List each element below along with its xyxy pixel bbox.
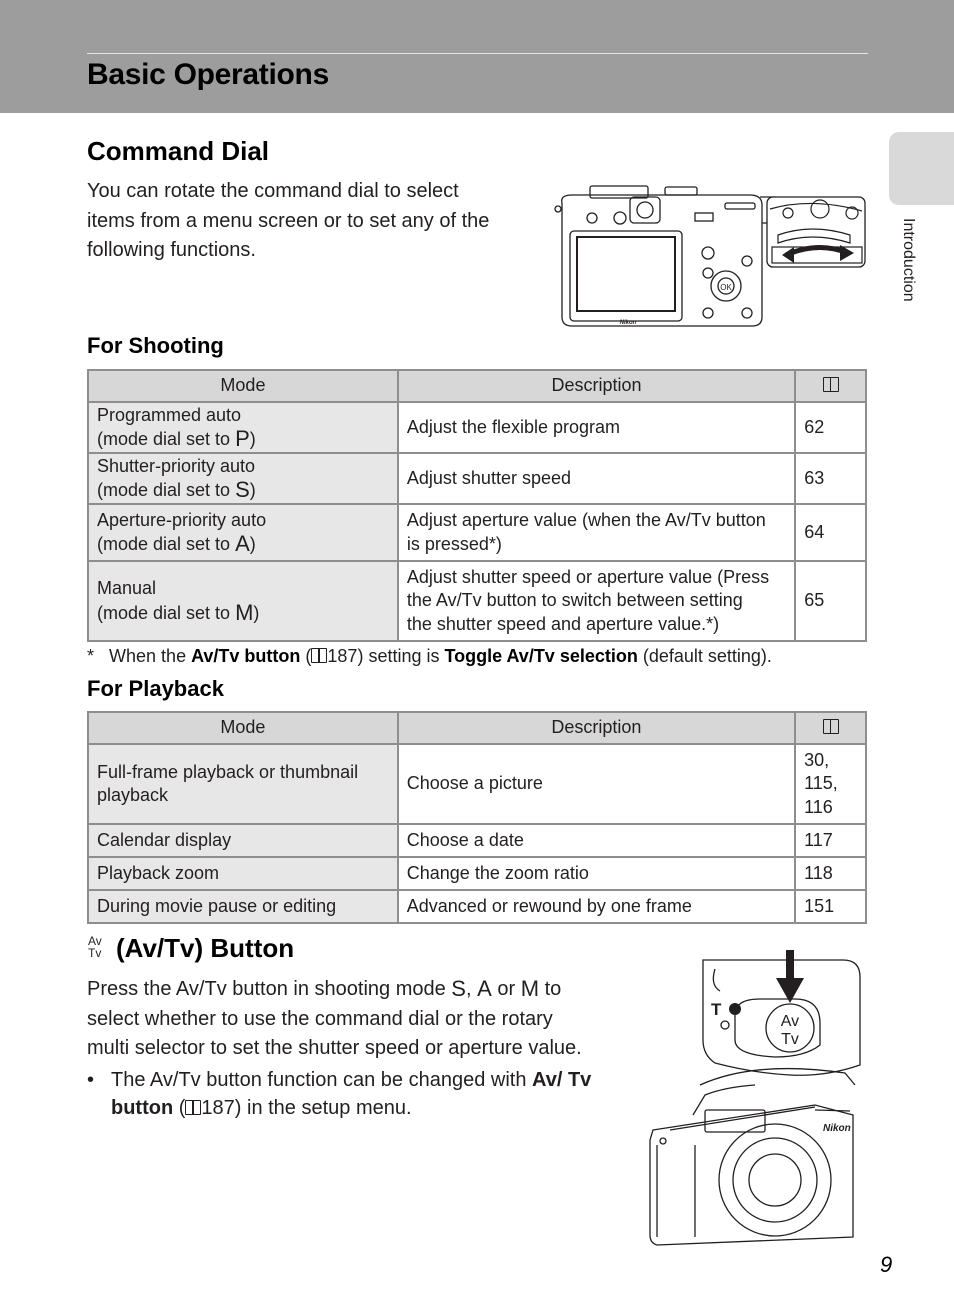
reference-cell: 63	[795, 453, 866, 504]
section-heading-command-dial: Command Dial	[87, 136, 270, 166]
mode-cell: During movie pause or editing	[88, 890, 398, 923]
description-cell: Adjust shutter speed	[398, 453, 795, 504]
mode-s-icon: S	[235, 477, 250, 502]
reference-cell: 118	[795, 857, 866, 890]
mode-cell: Calendar display	[88, 824, 398, 857]
description-cell: Choose a picture	[398, 744, 795, 824]
svg-text:Tv: Tv	[781, 1031, 799, 1048]
camera-back-illustration	[550, 183, 868, 331]
table-row	[88, 402, 866, 453]
table-row	[88, 824, 866, 857]
mode-a-icon: A	[477, 976, 492, 1001]
reference-cell: 151	[795, 890, 866, 923]
mode-cell: Playback zoom	[88, 857, 398, 890]
mode-p-icon: P	[235, 426, 250, 451]
intro-line: items from a menu screen or to set any of the	[87, 209, 490, 232]
svg-text:Av: Av	[780, 1013, 800, 1030]
mode-m-icon: M	[520, 976, 540, 1001]
description-cell: Adjust the flexible program	[398, 402, 795, 453]
table-header-row	[88, 370, 866, 402]
reference-cell: 117	[795, 824, 866, 857]
mode-cell: Full-frame playback or thumbnail playback	[88, 744, 398, 824]
table-row	[88, 504, 866, 561]
svg-text:OK: OK	[720, 283, 732, 292]
subheading-for-playback: For Playback	[87, 676, 224, 701]
side-tab	[889, 132, 954, 205]
header-band	[0, 0, 954, 113]
intro-line: You can rotate the command dial to select	[87, 180, 459, 202]
svg-text:Nikon: Nikon	[619, 320, 637, 326]
bullet-dot: •	[87, 1069, 95, 1091]
table-row	[88, 857, 866, 890]
mode-cell: Manual (mode dial set to M)	[88, 561, 398, 641]
book-icon	[185, 1100, 201, 1115]
header-rule	[87, 53, 868, 54]
playback-table	[87, 711, 867, 924]
description-cell: Adjust aperture value (when the Av/Tv button is pressed*)	[398, 504, 795, 561]
book-icon	[311, 648, 327, 663]
table-row	[88, 453, 866, 504]
shooting-footnote: * When the Av/Tv button ( 187) setting is Toggle Av/Tv selection (default setting).	[87, 646, 772, 666]
chapter-title: Basic Operations	[87, 58, 329, 91]
mode-s-icon: S	[451, 976, 466, 1001]
subheading-for-shooting: For Shooting	[87, 333, 224, 358]
avtv-icon: Av Tv	[88, 934, 102, 960]
mode-cell: Programmed auto (mode dial set to P)	[88, 402, 398, 453]
column-header-reference	[795, 712, 866, 744]
reference-cell: 64	[795, 504, 866, 561]
mode-m-icon: M	[235, 599, 254, 625]
column-header-description: Description	[398, 712, 795, 744]
svg-text:T: T	[711, 1000, 722, 1019]
shooting-table	[87, 369, 867, 642]
avtv-description: Press the Av/Tv button in shooting mode S, A or M to select whether to use the command dial or the rotary multi selector to set the shutter speed or aperture value.	[87, 976, 582, 1059]
column-header-mode: Mode	[88, 370, 398, 402]
mode-cell: Shutter-priority auto (mode dial set to S)	[88, 453, 398, 504]
table-row	[88, 890, 866, 923]
column-header-description: Description	[398, 370, 795, 402]
mode-a-icon: A	[235, 531, 250, 556]
book-icon	[823, 719, 839, 734]
side-tab-label: Introduction	[900, 218, 917, 302]
table-row	[88, 561, 866, 641]
reference-cell: 30, 115, 116	[795, 744, 866, 824]
column-header-mode: Mode	[88, 712, 398, 744]
section-heading-avtv: (Av/Tv) Button	[116, 933, 295, 963]
column-header-reference	[795, 370, 866, 402]
description-cell: Advanced or rewound by one frame	[398, 890, 795, 923]
page-number: 9	[880, 1252, 893, 1277]
reference-cell: 62	[795, 402, 866, 453]
avtv-bullet: • The Av/Tv button function can be changed with Av/ Tv button ( 187) in the setup menu.	[87, 1066, 627, 1122]
description-cell: Adjust shutter speed or aperture value (Press the Av/Tv button to switch between setting the shutter speed and aperture value.*)	[398, 561, 795, 641]
intro-line: following functions.	[87, 239, 256, 261]
description-cell: Change the zoom ratio	[398, 857, 795, 890]
book-icon	[823, 377, 839, 392]
mode-cell: Aperture-priority auto (mode dial set to A)	[88, 504, 398, 561]
description-cell: Choose a date	[398, 824, 795, 857]
svg-text:Nikon: Nikon	[823, 1123, 851, 1134]
avtv-camera-illustration	[645, 945, 870, 1251]
reference-cell: 65	[795, 561, 866, 641]
table-header-row	[88, 712, 866, 744]
table-row	[88, 744, 866, 824]
command-dial-intro	[87, 177, 489, 266]
